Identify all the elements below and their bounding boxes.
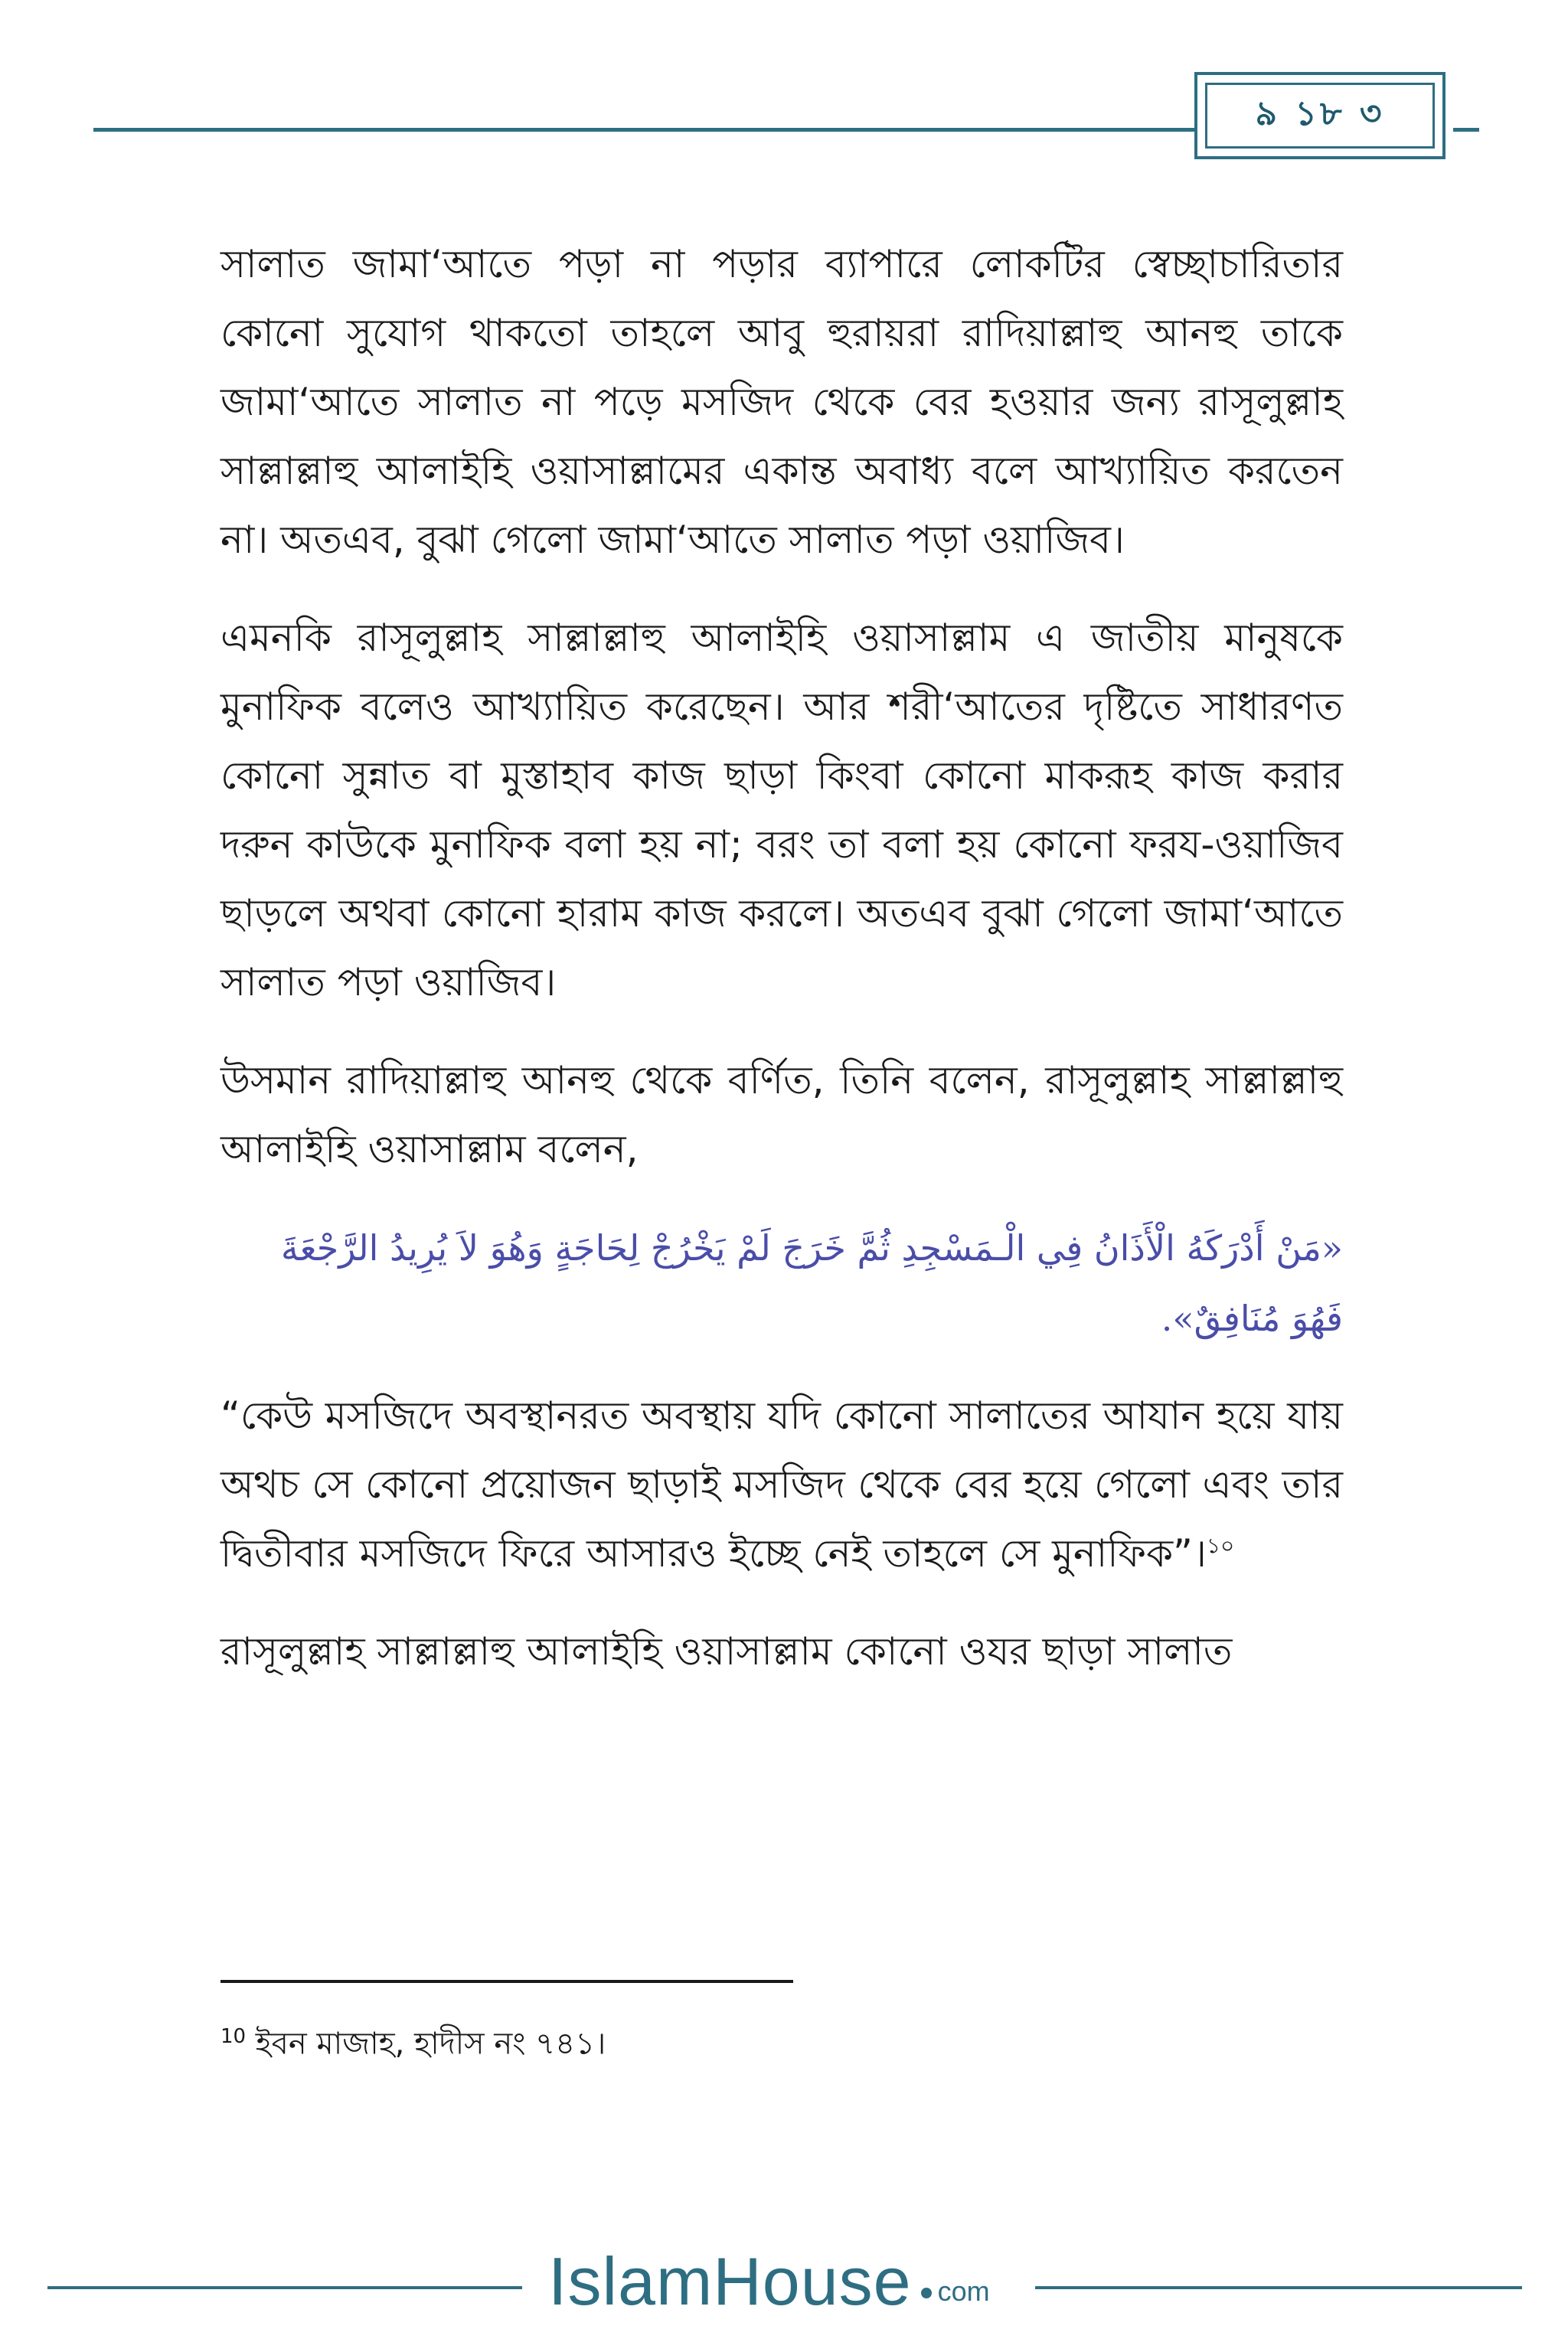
- footnote-text: ইবন মাজাহ, হাদীস নং ৭৪১।: [246, 2026, 606, 2062]
- footer-rule-left: [47, 2286, 522, 2289]
- paragraph-2: এমনকি রাসূলুল্লাহ সাল্লাল্লাহু আলাইহি ওয়াসাল্লাম এ জাতীয় মানুষকে মুনাফিক বলেও আখ্যায়িত করেছেন। আর শরী‘আতের দৃষ্টিতে সাধারণত কোনো সুন্নাত বা মুস্তাহাব কাজ ছাড়া কিংবা কোনো মাকরূহ কাজ করার দরুন কাউকে মুনাফিক বলা হয় না; বরং তা বলা হয় কোনো ফরয-ওয়াজিব ছাড়লে অথবা কোনো হারাম কাজ করলে। অতএব বুঝা গেলো জামা‘আতে সালাত পড়া ওয়াজিব।: [220, 616, 1343, 1004]
- brand-tld: com: [937, 2275, 990, 2307]
- page-number-badge: [1194, 72, 1446, 159]
- brand-dot-icon: [921, 2288, 932, 2298]
- header-rule-right: [1453, 128, 1479, 132]
- islamhouse-logo[interactable]: [548, 2236, 990, 2328]
- paragraph-3: উসমান রাদিয়াল্লাহু আনহু থেকে বর্ণিত, তিনি বলেন, রাসূলুল্লাহ সাল্লাল্লাহু আলাইহি ওয়াসাল্লাম বলেন,: [220, 1058, 1343, 1171]
- footnote: [220, 2014, 606, 2066]
- paragraph-1: সালাত জামা‘আতে পড়া না পড়ার ব্যাপারে লোকটির স্বেচ্ছাচারিতার কোনো সুযোগ থাকতো তাহলে আবু হুরায়রা রাদিয়াল্লাহু আনহু তাকে জামা‘আতে সালাত না পড়ে মসজিদ থেকে বের হওয়ার জন্য রাসূলুল্লাহ সাল্লাল্লাহু আলাইহি ওয়াসাল্লামের একান্ত অবাধ্য বলে আখ্যায়িত করতেন না। অতএব, বুঝা গেলো জামা‘আতে সালাত পড়া ওয়াজিব।: [220, 242, 1343, 562]
- header-rule-left: [93, 128, 1194, 132]
- hadith-translation: [220, 1381, 1343, 1588]
- footnote-divider: [220, 1980, 793, 1983]
- footnote-reference[interactable]: ১০: [1206, 1533, 1235, 1559]
- footer-rule-right: [1035, 2286, 1522, 2289]
- page-number: ৯ ১৮ ৩: [1205, 83, 1435, 149]
- footnote-number: 10: [220, 2025, 247, 2048]
- translation-text: “কেউ মসজিদে অবস্থানরত অবস্থায় যদি কোনো সালাতের আযান হয়ে যায় অথচ সে কোনো প্রয়োজন ছাড়াই মসজিদ থেকে বের হয়ে গেলো এবং তার দ্বিতীবার মসজিদে ফিরে আসারও ইচ্ছে নেই তাহলে সে মুনাফিক”।: [220, 1393, 1343, 1576]
- page-body: [220, 230, 1343, 1715]
- arabic-hadith: «مَنْ أَدْرَكَهُ الْأَذَانُ فِي الْـمَسْجِدِ ثُمَّ خَرَجَ لَمْ يَخْرُجْ لِحَاجَةٍ وَهُوَ لاَ يُرِيدُ الرَّجْعَةَ فَهُوَ مُنَافِقٌ».: [280, 1227, 1343, 1339]
- paragraph-continued: রাসূলুল্লাহ সাল্লাল্লাহু আলাইহি ওয়াসাল্লাম কোনো ওযর ছাড়া সালাত: [220, 1629, 1233, 1674]
- brand-name: IslamHouse: [548, 2243, 912, 2319]
